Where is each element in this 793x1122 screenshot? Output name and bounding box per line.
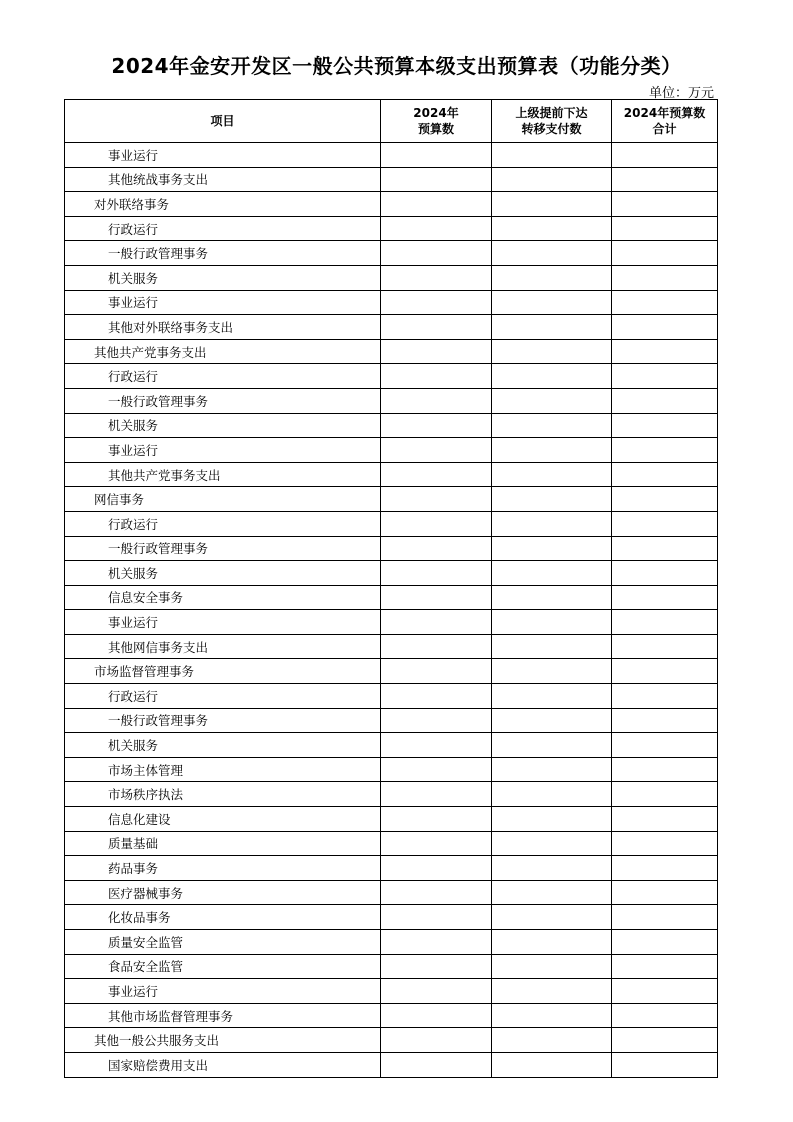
budget-cell [381,585,492,610]
transfer-cell [492,438,612,463]
row-item-label: 信息化建设 [65,807,381,832]
budget-cell [381,708,492,733]
transfer-cell [492,315,612,340]
header-transfer [492,100,612,143]
total-cell [612,413,718,438]
budget-cell [381,634,492,659]
table-row [65,585,718,610]
budget-cell [381,265,492,290]
table-row [65,954,718,979]
total-cell [612,610,718,635]
transfer-cell [492,979,612,1004]
table-row [65,782,718,807]
total-cell [612,979,718,1004]
transfer-cell [492,487,612,512]
row-item-label: 行政运行 [65,511,381,536]
budget-cell [381,487,492,512]
transfer-cell [492,659,612,684]
total-cell [612,265,718,290]
transfer-cell [492,1003,612,1028]
total-cell [612,143,718,168]
table-row [65,733,718,758]
total-cell [612,782,718,807]
budget-cell [381,315,492,340]
budget-cell [381,831,492,856]
transfer-cell [492,880,612,905]
budget-cell [381,462,492,487]
transfer-cell [492,290,612,315]
row-item-label: 其他一般公共服务支出 [65,1028,381,1053]
row-item-label: 一般行政管理事务 [65,536,381,561]
table-row [65,462,718,487]
table-row [65,1052,718,1077]
row-item-label: 其他共产党事务支出 [65,339,381,364]
budget-cell [381,192,492,217]
transfer-cell [492,1052,612,1077]
total-cell [612,1003,718,1028]
total-cell [612,536,718,561]
row-item-label: 行政运行 [65,684,381,709]
total-cell [612,1052,718,1077]
table-row [65,856,718,881]
table-row [65,708,718,733]
total-cell [612,167,718,192]
transfer-cell [492,265,612,290]
table-body [65,143,718,1078]
budget-cell [381,905,492,930]
total-cell [612,856,718,881]
budget-cell [381,388,492,413]
row-item-label: 事业运行 [65,979,381,1004]
table-row [65,290,718,315]
table-row [65,315,718,340]
total-cell [612,511,718,536]
budget-cell [381,241,492,266]
header-budget-label: 2024年 预算数 [413,106,459,136]
budget-cell [381,807,492,832]
budget-cell [381,413,492,438]
table-row [65,241,718,266]
total-cell [612,487,718,512]
budget-cell [381,143,492,168]
transfer-cell [492,1028,612,1053]
budget-cell [381,561,492,586]
transfer-cell [492,241,612,266]
row-item-label: 市场秩序执法 [65,782,381,807]
row-item-label: 网信事务 [65,487,381,512]
table-row [65,143,718,168]
row-item-label: 机关服务 [65,733,381,758]
table-row [65,807,718,832]
row-item-label: 机关服务 [65,561,381,586]
table-row [65,634,718,659]
page-title: 2024年金安开发区一般公共预算本级支出预算表（功能分类） [111,54,682,78]
budget-cell [381,1052,492,1077]
transfer-cell [492,561,612,586]
table-row [65,536,718,561]
table-row [65,561,718,586]
transfer-cell [492,954,612,979]
budget-cell [381,1028,492,1053]
total-cell [612,364,718,389]
transfer-cell [492,364,612,389]
table-row [65,438,718,463]
row-item-label: 其他市场监督管理事务 [65,1003,381,1028]
transfer-cell [492,413,612,438]
row-item-label: 药品事务 [65,856,381,881]
total-cell [612,733,718,758]
transfer-cell [492,905,612,930]
row-item-label: 行政运行 [65,364,381,389]
transfer-cell [492,708,612,733]
total-cell [612,241,718,266]
total-cell [612,831,718,856]
header-transfer-label: 上级提前下达 转移支付数 [515,106,588,136]
table-row [65,388,718,413]
row-item-label: 事业运行 [65,143,381,168]
budget-cell [381,856,492,881]
transfer-cell [492,143,612,168]
budget-table [64,99,718,1078]
transfer-cell [492,930,612,955]
table-row [65,511,718,536]
row-item-label: 一般行政管理事务 [65,708,381,733]
transfer-cell [492,733,612,758]
budget-cell [381,954,492,979]
table-row [65,930,718,955]
row-item-label: 其他共产党事务支出 [65,462,381,487]
transfer-cell [492,167,612,192]
total-cell [612,290,718,315]
total-cell [612,905,718,930]
table-row [65,364,718,389]
budget-cell [381,757,492,782]
transfer-cell [492,216,612,241]
transfer-cell [492,511,612,536]
total-cell [612,880,718,905]
table-row [65,684,718,709]
row-item-label: 医疗器械事务 [65,880,381,905]
total-cell [612,684,718,709]
budget-cell [381,684,492,709]
row-item-label: 食品安全监管 [65,954,381,979]
header-total-label: 2024年预算数 合计 [623,106,706,136]
budget-cell [381,167,492,192]
total-cell [612,339,718,364]
row-item-label: 信息安全事务 [65,585,381,610]
table-header-row [65,100,718,143]
transfer-cell [492,610,612,635]
table-row [65,1028,718,1053]
row-item-label: 其他统战事务支出 [65,167,381,192]
row-item-label: 一般行政管理事务 [65,388,381,413]
transfer-cell [492,856,612,881]
row-item-label: 市场监督管理事务 [65,659,381,684]
table-row [65,413,718,438]
row-item-label: 对外联络事务 [65,192,381,217]
table-row [65,659,718,684]
row-item-label: 质量安全监管 [65,930,381,955]
total-cell [612,659,718,684]
row-item-label: 市场主体管理 [65,757,381,782]
transfer-cell [492,782,612,807]
transfer-cell [492,388,612,413]
transfer-cell [492,757,612,782]
table-row [65,339,718,364]
total-cell [612,192,718,217]
header-item: 项目 [65,100,381,143]
budget-cell [381,930,492,955]
unit-label: 单位：万元 [648,86,714,101]
row-item-label: 行政运行 [65,216,381,241]
table-row [65,265,718,290]
budget-cell [381,364,492,389]
table-row [65,757,718,782]
table-row [65,610,718,635]
transfer-cell [492,585,612,610]
budget-cell [381,659,492,684]
total-cell [612,708,718,733]
total-cell [612,585,718,610]
row-item-label: 机关服务 [65,413,381,438]
transfer-cell [492,192,612,217]
row-item-label: 其他网信事务支出 [65,634,381,659]
table-row [65,192,718,217]
budget-cell [381,1003,492,1028]
total-cell [612,930,718,955]
budget-cell [381,290,492,315]
total-cell [612,462,718,487]
budget-cell [381,782,492,807]
total-cell [612,1028,718,1053]
total-cell [612,954,718,979]
transfer-cell [492,684,612,709]
budget-cell [381,733,492,758]
total-cell [612,438,718,463]
row-item-label: 事业运行 [65,438,381,463]
row-item-label: 事业运行 [65,610,381,635]
table-row [65,1003,718,1028]
transfer-cell [492,831,612,856]
table-row [65,487,718,512]
row-item-label: 化妆品事务 [65,905,381,930]
table-row [65,905,718,930]
total-cell [612,388,718,413]
table-row [65,979,718,1004]
table-row [65,880,718,905]
table-row [65,167,718,192]
header-total [612,100,718,143]
budget-cell [381,979,492,1004]
row-item-label: 质量基础 [65,831,381,856]
transfer-cell [492,807,612,832]
budget-cell [381,610,492,635]
table-row [65,216,718,241]
transfer-cell [492,462,612,487]
budget-cell [381,511,492,536]
transfer-cell [492,536,612,561]
total-cell [612,216,718,241]
total-cell [612,757,718,782]
header-budget [381,100,492,143]
row-item-label: 事业运行 [65,290,381,315]
budget-cell [381,339,492,364]
budget-cell [381,880,492,905]
budget-cell [381,438,492,463]
row-item-label: 其他对外联络事务支出 [65,315,381,340]
table-row [65,831,718,856]
transfer-cell [492,634,612,659]
budget-cell [381,536,492,561]
budget-cell [381,216,492,241]
total-cell [612,561,718,586]
total-cell [612,315,718,340]
total-cell [612,634,718,659]
total-cell [612,807,718,832]
row-item-label: 国家赔偿费用支出 [65,1052,381,1077]
row-item-label: 一般行政管理事务 [65,241,381,266]
transfer-cell [492,339,612,364]
row-item-label: 机关服务 [65,265,381,290]
